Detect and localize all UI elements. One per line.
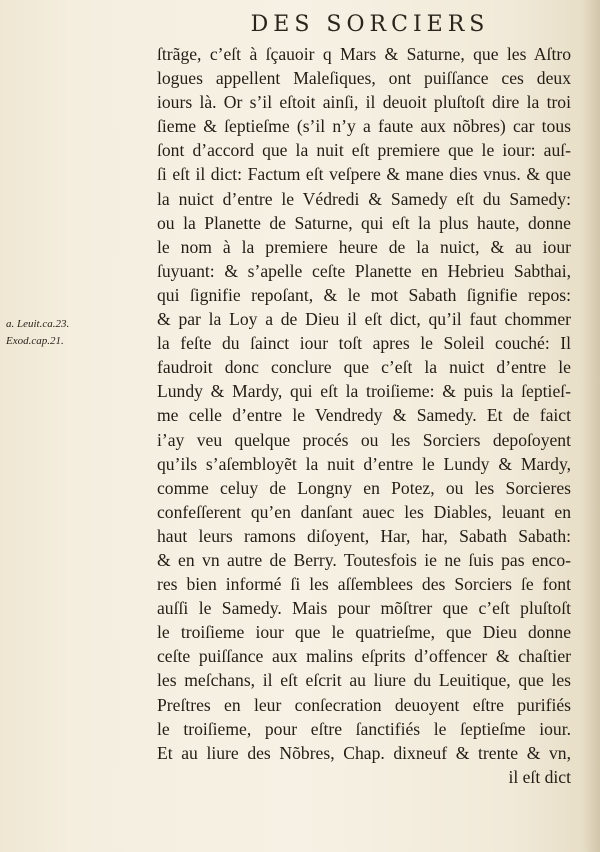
text-line: ſont d’accord que la nuit eſt premiere que le iour: auſ- (157, 140, 571, 161)
text-line: il eſt dict (508, 766, 571, 787)
text-line: qui ſignifie repoſant, & le mot Sabath ſignifie repos: (157, 284, 571, 305)
page-edge-shadow (582, 0, 600, 852)
body-text (157, 42, 571, 789)
text-line: me celle d’entre le Vendredy & Samedy. Et de faict (157, 405, 571, 426)
text-line: Preſtres en leur conſecration deuoyent eſtre purifiés (157, 694, 571, 715)
text-line: la feſte du ſainct iour toſt apres le Soleil couché: Il (157, 333, 571, 354)
text-line: ou la Planette de Saturne, qui eſt la plus haute, donne (157, 212, 571, 233)
text-line: ſuyuant: & s’apelle ceſte Planette en Hebrieu Sabthai, (157, 260, 571, 281)
running-title: DES SORCIERS (250, 12, 490, 37)
text-line: logues appellent Maleſiques, ont puiſſance ces deux (157, 68, 571, 89)
text-line: le nom à la premiere heure de la nuict, & au iour (157, 236, 571, 257)
text-line: iours là. Or s’il eſtoit ainſi, il deuoit pluſtoſt dire la troi (157, 92, 571, 113)
text-line: Lundy & Mardy, qui eſt la troiſieme: & puis la ſeptieſ- (157, 381, 571, 402)
text-line: la nuict d’entre le Védredi & Samedy eſt du Samedy: (157, 188, 571, 209)
text-line: confeſſerent qu’en danſant auec les Diables, leuant en (157, 501, 571, 522)
text-line: Et au liure des Nõbres, Chap. dixneuf & trente & vn, (157, 742, 571, 763)
text-line: & en vn autre de Berry. Toutesfois ie ne ſuis pas enco- (157, 549, 571, 570)
text-line: qu’ils s’aſembloyẽt la nuit d’entre le Lundy & Mardy, (157, 453, 571, 474)
text-line: res bien informé ſi les aſſemblees des Sorciers ſe font (157, 574, 571, 595)
text-line: & par la Loy a de Dieu il eſt dict, qu’il faut chommer (157, 309, 571, 330)
text-line: faudroit donc conclure que c’eſt la nuict d’entre le (157, 357, 571, 378)
text-line: i’ay veu quelque procés ou les Sorciers depoſoyent (157, 429, 571, 450)
text-line: ſi eſt il dict: Factum eſt veſpere & mane dies vnus. & que (157, 164, 571, 185)
text-line: auſſi le Samedy. Mais pour mõſtrer que c’eſt pluſtoſt (157, 598, 571, 619)
text-line: haut leurs ramons diſoyent, Har, har, Sabath Sabath: (157, 525, 571, 546)
text-line: ceſte puiſſance aux malins eſprits d’offencer & chaſtier (157, 646, 571, 667)
margin-note: Exod.cap.21. (6, 335, 64, 347)
text-line: les meſchans, il eſt eſcrit au liure du Leuitique, que les (157, 670, 571, 691)
text-line: le troiſieme, pour eſtre ſanctifiés le ſeptieſme iour. (157, 718, 571, 739)
text-line: le troiſieme iour que le quatrieſme, que Dieu donne (157, 622, 571, 643)
text-line: ſieme & ſeptieſme (s’il n’y a faute aux nõbres) car tous (157, 116, 571, 137)
margin-notes (6, 316, 152, 350)
margin-note: a. Leuit.ca.23. (6, 318, 70, 330)
text-line: comme celuy de Longny en Potez, ou les Sorcieres (157, 477, 571, 498)
text-line: ſtrãge, c’eſt à ſçauoir q Mars & Saturne, que les Aſtro (157, 44, 571, 64)
